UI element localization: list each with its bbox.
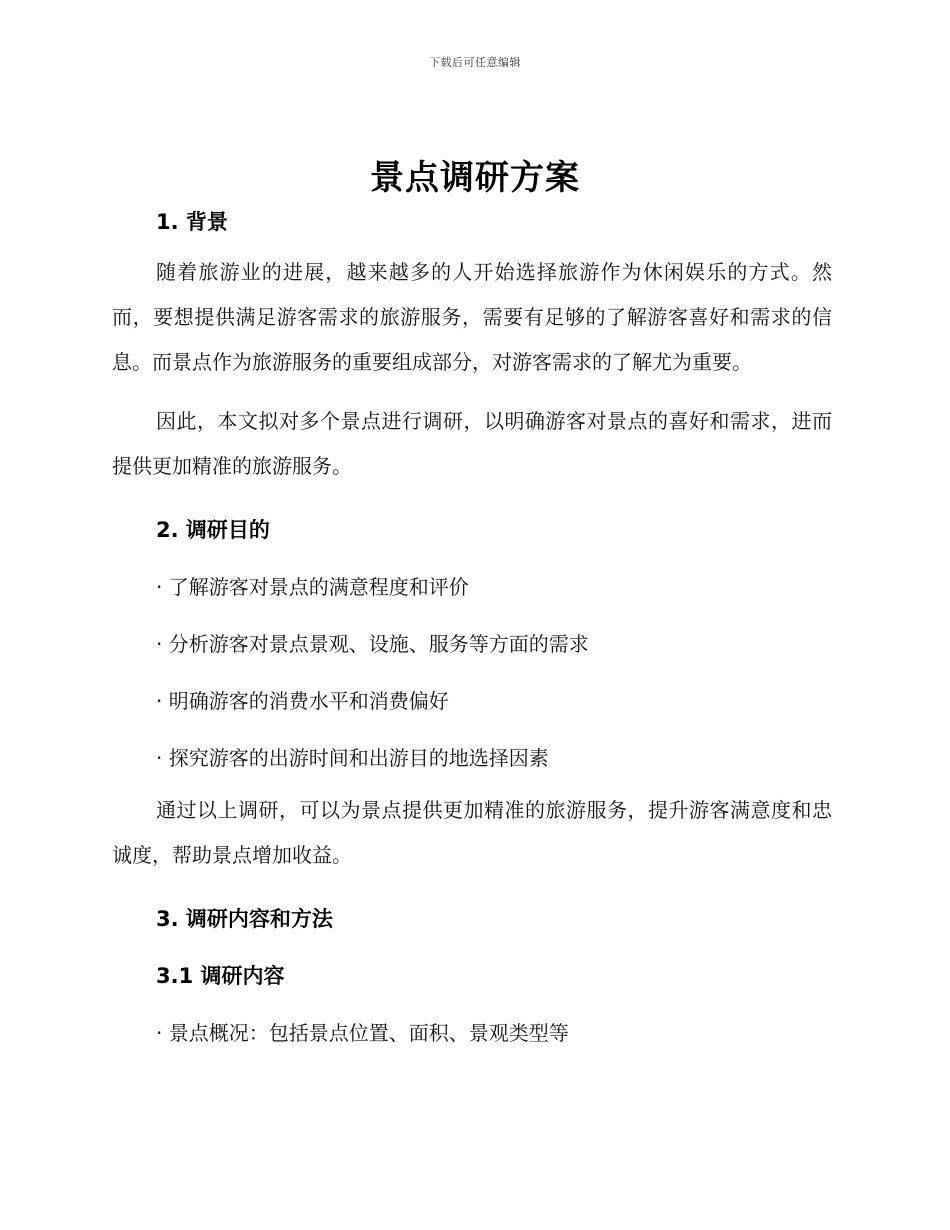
header-note: 下载后可任意编辑: [429, 56, 521, 69]
background-paragraph-1: 随着旅游业的进展，越来越多的人开始选择旅游作为休闲娱乐的方式。然而，要想提供满足游客需求的旅游服务，需要有足够的了解游客喜好和需求的信息。而景点作为旅游服务的重要组成部分，对游客需求的了解尤为重要。: [112, 260, 832, 374]
section-heading-content-method: 3. 调研内容和方法: [156, 907, 333, 931]
purpose-conclusion-paragraph: 通过以上调研，可以为景点提供更加精准的旅游服务，提升游客满意度和忠诚度，帮助景点增加收益。: [112, 798, 832, 867]
purpose-bullet: · 探究游客的出游时间和出游目的地选择因素: [156, 746, 549, 770]
section-heading-purpose: 2. 调研目的: [156, 518, 270, 542]
purpose-bullet: · 分析游客对景点景观、设施、服务等方面的需求: [156, 632, 589, 656]
background-paragraph-2: 因此，本文拟对多个景点进行调研，以明确游客对景点的喜好和需求，进而提供更加精准的旅游服务。: [112, 409, 832, 478]
purpose-bullet: · 了解游客对景点的满意程度和评价: [156, 575, 469, 599]
document-title: 景点调研方案: [370, 158, 580, 198]
section-heading-background: 1. 背景: [156, 210, 228, 234]
document-body: [112, 200, 832, 1049]
content-bullet: · 景点概况：包括景点位置、面积、景观类型等: [156, 1021, 569, 1045]
subsection-heading-content: 3.1 调研内容: [156, 964, 285, 988]
purpose-bullet: · 明确游客的消费水平和消费偏好: [156, 689, 449, 713]
